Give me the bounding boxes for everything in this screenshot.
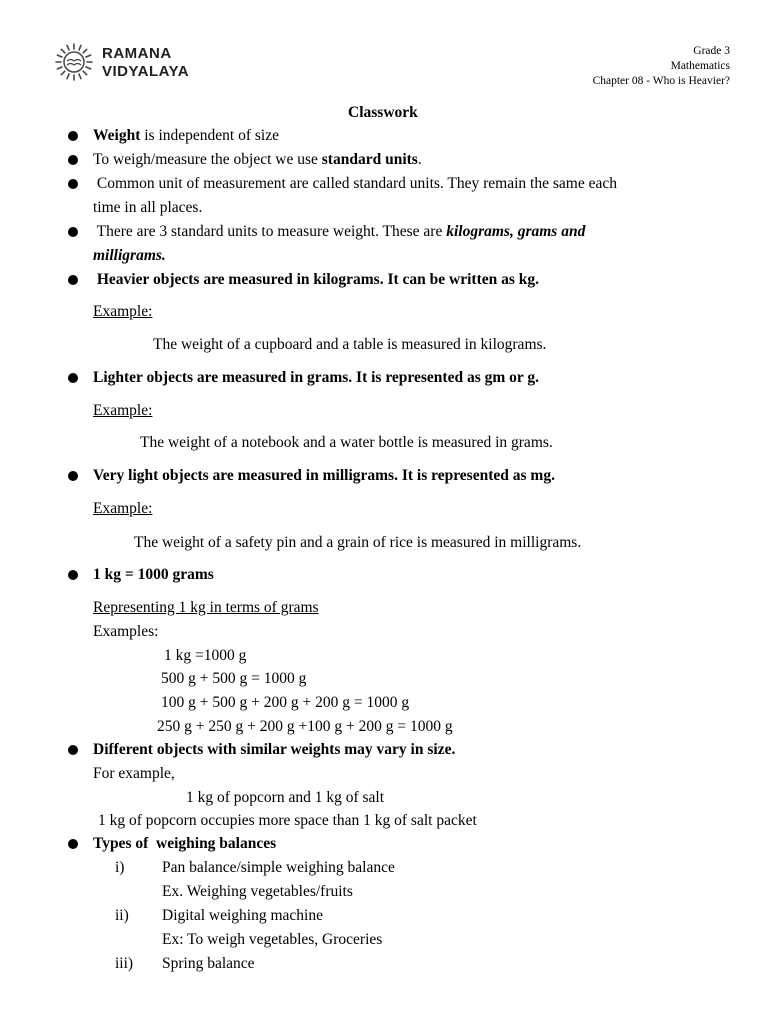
- example-label: Example:: [93, 402, 153, 419]
- representation-line: 1 kg =1000 g: [164, 647, 247, 664]
- example-label: Example:: [93, 500, 153, 517]
- bullet-dot: [68, 155, 78, 165]
- example-kilograms: The weight of a cupboard and a table is measured in kilograms.: [153, 336, 547, 353]
- bullet-common-unit-line2: time in all places.: [93, 199, 203, 216]
- header-chapter: Chapter 08 - Who is Heavier?: [592, 75, 730, 87]
- header-grade: Grade 3: [693, 45, 730, 57]
- representation-line: 500 g + 500 g = 1000 g: [161, 670, 307, 687]
- examples-label: Examples:: [93, 623, 159, 640]
- bullet-kg-equals-grams: 1 kg = 1000 grams: [93, 566, 214, 583]
- page-title: Classwork: [348, 104, 418, 121]
- type-number: ii): [115, 907, 129, 924]
- bullet-dot: [68, 745, 78, 755]
- example-grams: The weight of a notebook and a water bottle is measured in grams.: [140, 434, 553, 451]
- bullet-three-units: There are 3 standard units to measure weight. These are kilograms, grams and: [93, 223, 586, 240]
- bullet-heavier-objects: Heavier objects are measured in kilograms. It can be written as kg.: [93, 271, 540, 288]
- type-name: Digital weighing machine: [162, 907, 323, 924]
- bullet-standard-units: To weigh/measure the object we use standard units.: [93, 151, 422, 168]
- brand-line-2: VIDYALAYA: [102, 63, 190, 80]
- type-name: Pan balance/simple weighing balance: [162, 859, 395, 876]
- brand-line-1: RAMANA: [102, 45, 172, 62]
- bullet-dot: [68, 570, 78, 580]
- bullet-dot: [68, 471, 78, 481]
- type-name: Spring balance: [162, 955, 255, 972]
- bullet-different-objects: Different objects with similar weights may vary in size.: [93, 741, 456, 758]
- type-number: i): [115, 859, 125, 876]
- representing-heading: Representing 1 kg in terms of grams: [93, 599, 319, 616]
- type-example: Ex. Weighing vegetables/fruits: [162, 883, 353, 900]
- ramana-vidyalaya-logo-icon: [54, 42, 94, 82]
- header-subject: Mathematics: [670, 60, 730, 72]
- bullet-types-of-balances: Types of weighing balances: [93, 835, 277, 852]
- bullet-dot: [68, 227, 78, 237]
- representation-line: 100 g + 500 g + 200 g + 200 g = 1000 g: [161, 694, 410, 711]
- bullet-dot: [68, 839, 78, 849]
- type-example: Ex: To weigh vegetables, Groceries: [162, 931, 383, 948]
- representation-line: 250 g + 250 g + 200 g +100 g + 200 g = 1000 g: [157, 718, 453, 735]
- for-example-line1: 1 kg of popcorn and 1 kg of salt: [186, 789, 385, 806]
- example-label: Example:: [93, 303, 153, 320]
- for-example-label: For example,: [93, 765, 175, 782]
- type-number: iii): [115, 955, 134, 972]
- bullet-dot: [68, 131, 78, 141]
- bullet-very-light-objects: Very light objects are measured in milligrams. It is represented as mg.: [93, 467, 555, 484]
- bullet-dot: [68, 179, 78, 189]
- bullet-three-units-line2: milligrams.: [93, 247, 166, 264]
- bullet-lighter-objects: Lighter objects are measured in grams. It is represented as gm or g.: [93, 369, 540, 386]
- bullet-weight: Weight is independent of size: [93, 127, 279, 144]
- bullet-dot: [68, 275, 78, 285]
- bullet-common-unit-line1: Common unit of measurement are called standard units. They remain the same each: [93, 175, 617, 192]
- bullet-dot: [68, 373, 78, 383]
- example-milligrams: The weight of a safety pin and a grain of rice is measured in milligrams.: [134, 534, 582, 551]
- for-example-line2: 1 kg of popcorn occupies more space than 1 kg of salt packet: [98, 812, 477, 829]
